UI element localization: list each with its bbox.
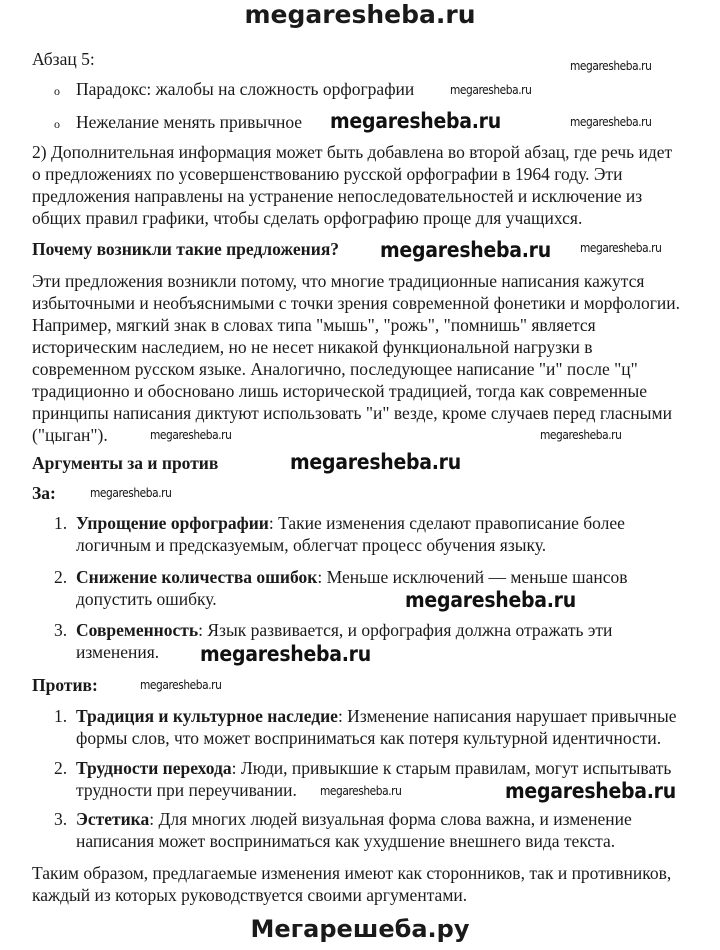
list-item-term: Эстетика	[76, 809, 150, 829]
list-item-continuation: изменения.	[76, 642, 160, 662]
para2-line: избыточными и необъяснимыми с точки зрения современной фонетики и морфологии.	[32, 293, 680, 313]
list-number: 3.	[54, 809, 68, 829]
list-item-term: Снижение количества ошибок	[76, 567, 318, 587]
section-heading: Почему возникли такие предложения?	[32, 239, 340, 259]
list-number: 1.	[54, 513, 68, 533]
list-item-text: : Изменение написания нарушает привычные	[337, 706, 677, 726]
list-item-text: : Люди, привыкшие к старым правилам, могут испытывать	[231, 758, 672, 778]
site-footer: Мегарешеба.ру	[250, 915, 470, 943]
para1-line: предложения направлены на устранение непоследовательностей и исключение из	[32, 186, 643, 206]
list-item-text: : Язык развивается, и орфография должна отражать эти	[198, 620, 613, 640]
para1-line: о предложениях по усовершенствованию русской орфографии в 1964 году. Эти	[32, 164, 623, 184]
para2-line: современном русском языке. Аналогично, последующее написание "и" после "ц"	[32, 359, 638, 379]
list-item-continuation: логичным и предсказуемым, облегчат процесс обучения языку.	[76, 535, 547, 555]
watermark: megaresheba.ru	[320, 783, 402, 798]
conclusion-line: каждый из которых руководствуется своими аргументами.	[32, 885, 468, 905]
para2-line: традиционно и обосновано лишь исторической традицией, тогда как современные	[32, 381, 648, 401]
list-item-text: : Такие изменения сделают правописание более	[268, 513, 625, 533]
section-heading: Аргументы за и против	[32, 453, 219, 473]
watermark: megaresheba.ru	[150, 427, 232, 442]
list-item	[76, 512, 625, 534]
list-item	[76, 566, 628, 588]
para2-line: историческим наследием, но не несет никакой функциональной нагрузки в	[32, 337, 593, 357]
bullet-icon: o	[54, 84, 60, 98]
watermark: megaresheba.ru	[140, 677, 222, 692]
list-item-continuation: написания может восприниматься как ухудшение внешнего вида текста.	[76, 831, 616, 851]
site-header: megaresheba.ru	[244, 0, 476, 29]
watermark: megaresheba.ru	[450, 82, 532, 97]
para1-line: общих правил графики, чтобы сделать орфографию проще для учащихся.	[32, 208, 583, 228]
list-number: 3.	[54, 620, 68, 640]
bullet-icon: o	[54, 117, 60, 131]
list-item	[76, 757, 671, 779]
pro-label: За:	[32, 483, 56, 503]
watermark: megaresheba.ru	[290, 450, 461, 474]
list-number: 2.	[54, 567, 68, 587]
list-item-text: : Меньше исключений — меньше шансов	[317, 567, 628, 587]
list-item	[76, 705, 677, 727]
para2-line: Например, мягкий знак в словах типа "мышь", "рожь", "помнишь" является	[32, 315, 596, 335]
list-number: 1.	[54, 706, 68, 726]
watermark: megaresheba.ru	[540, 427, 622, 442]
watermark: megaresheba.ru	[380, 238, 551, 262]
watermark: megaresheba.ru	[90, 485, 172, 500]
bullet-item: Парадокс: жалобы на сложность орфографии	[76, 79, 415, 99]
list-item	[76, 808, 632, 830]
list-item-term: Трудности перехода	[76, 758, 232, 778]
para2-line: ("цыган").	[32, 425, 108, 445]
con-label: Против:	[32, 675, 98, 695]
list-item-continuation: допустить ошибку.	[76, 589, 217, 609]
para2-line: Эти предложения возникли потому, что многие традиционные написания кажутся	[32, 271, 645, 291]
list-item-continuation: формы слов, что может восприниматься как потеря культурной идентичности.	[76, 728, 662, 748]
watermark: megaresheba.ru	[200, 642, 371, 666]
list-item-text: : Для многих людей визуальная форма слова важна, и изменение	[149, 809, 632, 829]
para1-line: 2) Дополнительная информация может быть добавлена во второй абзац, где речь идет	[32, 142, 673, 162]
conclusion-line: Таким образом, предлагаемые изменения имеют как сторонников, так и противников,	[32, 863, 672, 883]
paragraph-label: Абзац 5:	[32, 49, 95, 69]
list-number: 2.	[54, 758, 68, 778]
watermark: megaresheba.ru	[570, 114, 652, 129]
watermark: megaresheba.ru	[405, 588, 576, 612]
list-item-continuation: трудности при переучивании.	[76, 780, 297, 800]
bullet-item: Нежелание менять привычное	[76, 112, 303, 132]
list-item	[76, 619, 612, 641]
list-item-term: Упрощение орфографии	[76, 513, 269, 533]
watermark: megaresheba.ru	[580, 240, 662, 255]
para2-line: принципы написания диктуют использовать "и" везде, кроме случаев перед гласными	[32, 403, 672, 423]
list-item-term: Современность	[76, 620, 199, 640]
watermark: megaresheba.ru	[330, 109, 501, 133]
list-item-term: Традиция и культурное наследие	[76, 706, 338, 726]
watermark: megaresheba.ru	[505, 779, 676, 803]
watermark: megaresheba.ru	[570, 58, 652, 73]
